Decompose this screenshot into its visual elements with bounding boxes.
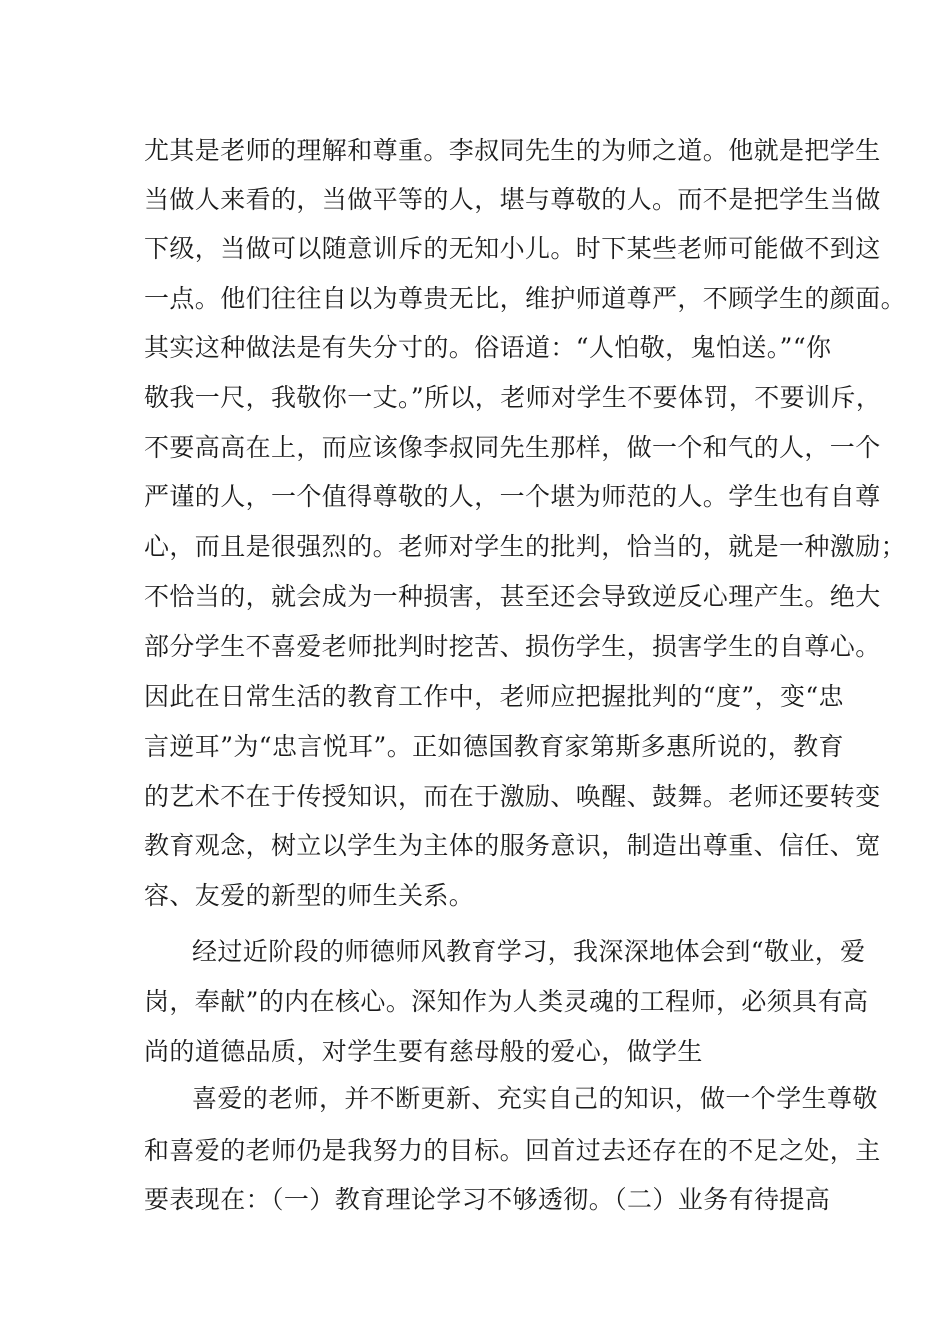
paragraph-1-line-5: 其实这种做法是有失分寸的。俗语道：“人怕敬，鬼怕送。”“你	[144, 333, 832, 362]
paragraph-1-line-12: 因此在日常生活的教育工作中，老师应把握批判的“度”，变“忠	[144, 682, 844, 711]
paragraph-1-line-3: 下级，当做可以随意训斥的无知小儿。时下某些老师可能做不到这	[144, 234, 881, 263]
paragraph-1-line-6: 敬我一尺，我敬你一丈。”所以，老师对学生不要体罚，不要训斥，	[144, 383, 882, 412]
paragraph-1-line-15: 教育观念，树立以学生为主体的服务意识，制造出尊重、信任、宽	[144, 831, 881, 860]
paragraph-1-line-11: 部分学生不喜爱老师批判时挖苦、损伤学生，损害学生的自尊心。	[144, 632, 881, 661]
paragraph-1-line-2: 当做人来看的，当做平等的人，堪与尊敬的人。而不是把学生当做	[144, 185, 881, 214]
paragraph-1-line-14: 的艺术不在于传授知识，而在于激励、唤醒、鼓舞。老师还要转变	[144, 782, 881, 811]
paragraph-1-line-7: 不要高高在上，而应该像李叔同先生那样，做一个和气的人，一个	[144, 433, 881, 462]
paragraph-1-line-4: 一点。他们往往自以为尊贵无比，维护师道尊严，不顾学生的颜面。	[144, 284, 907, 313]
paragraph-3-line-3: 要表现在：（一）教育理论学习不够透彻。（二）业务有待提高	[144, 1185, 831, 1214]
paragraph-1-line-13: 言逆耳”为“忠言悦耳”。正如德国教育家第斯多惠所说的，教育	[144, 732, 844, 761]
paragraph-1-line-8: 严谨的人，一个值得尊敬的人，一个堪为师范的人。学生也有自尊	[144, 482, 881, 511]
paragraph-2-line-2: 岗，奉献”的内在核心。深知作为人类灵魂的工程师，必须具有高	[144, 987, 869, 1016]
paragraph-2-line-1: 经过近阶段的师德师风教育学习，我深深地体会到“敬业，爱	[192, 937, 866, 966]
paragraph-2-line-3: 尚的道德品质，对学生要有慈母般的爱心，做学生	[144, 1037, 703, 1066]
paragraph-3-line-2: 和喜爱的老师仍是我努力的目标。回首过去还存在的不足之处，主	[144, 1136, 881, 1165]
paragraph-1-line-1: 尤其是老师的理解和尊重。李叔同先生的为师之道。他就是把学生	[144, 136, 881, 165]
paragraph-1-line-10: 不恰当的，就会成为一种损害，甚至还会导致逆反心理产生。绝大	[144, 582, 881, 611]
paragraph-1-line-9: 心，而且是很强烈的。老师对学生的批判，恰当的，就是一种激励；	[144, 532, 907, 561]
paragraph-1-line-16: 容、友爱的新型的师生关系。	[144, 881, 475, 910]
paragraph-3-line-1: 喜爱的老师，并不断更新、充实自己的知识，做一个学生尊敬	[192, 1084, 878, 1113]
